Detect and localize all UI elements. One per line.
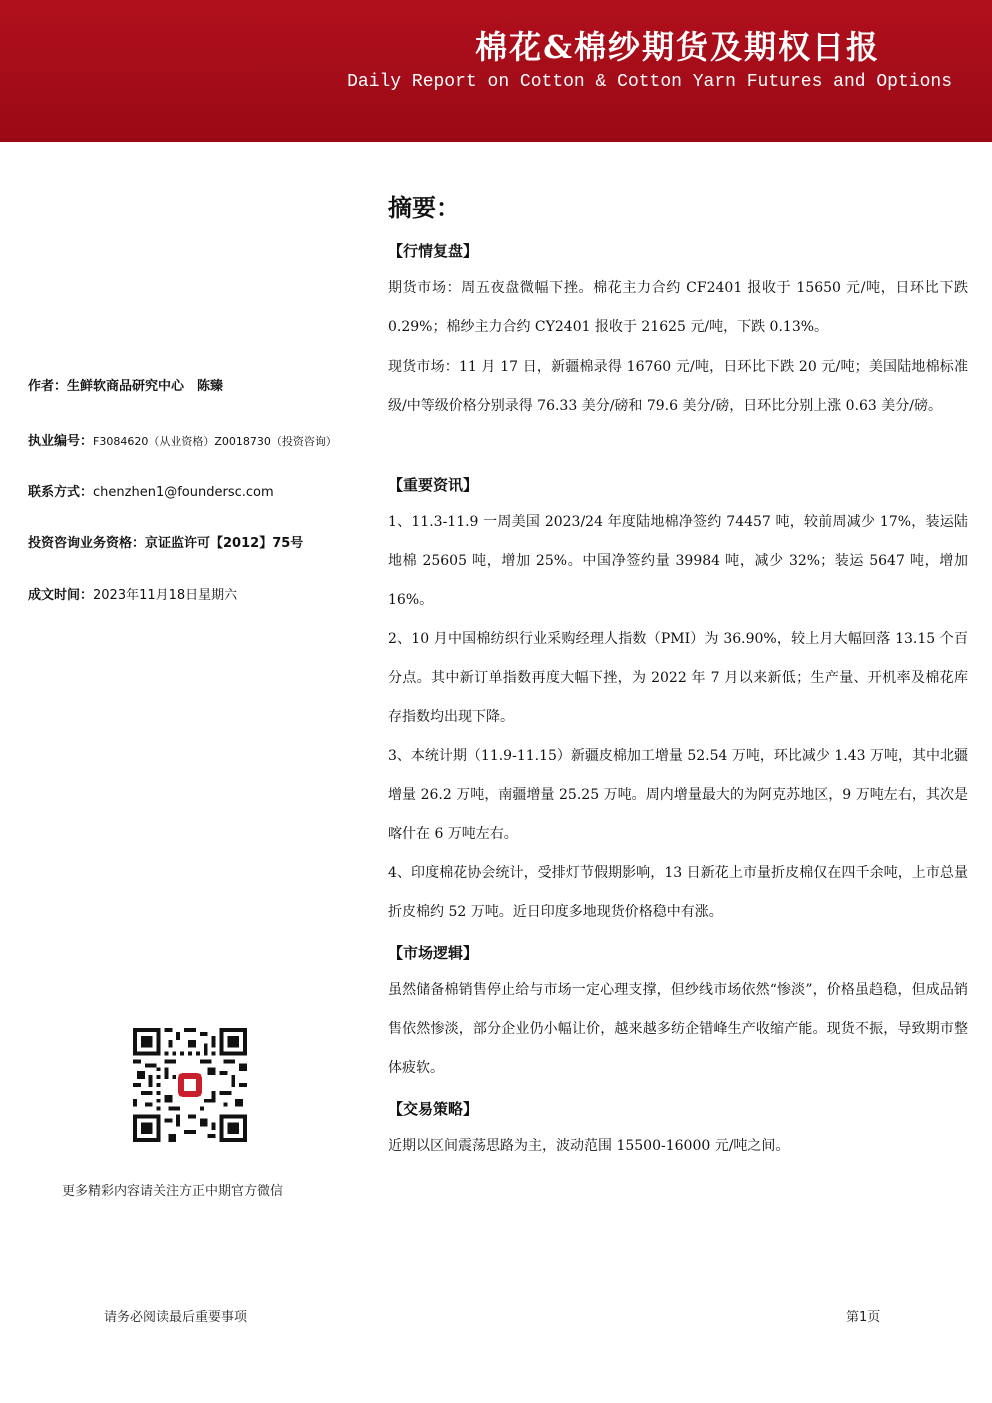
contact-label: 联系方式： [28,485,94,500]
paragraph-news-4: 4、印度棉花协会统计，受排灯节假期影响，13 日新花上市量折皮棉仅在四千余吨，上市总量折皮棉约 52 万吨。近日印度多地现货价格稳中有涨。 [388,865,968,920]
paragraph-news-2: 2、10 月中国棉纺织行业采购经理人指数（PMI）为 36.90%，较上月大幅回落 13.15 个百分点。其中新订单指数再度大幅下挫，为 2022 年 7 月以来新低；生产量、开机率及棉花库存指数均出现下降。 [388,631,968,725]
summary-title: 摘要： [388,193,460,222]
footer-notice: 请务必阅读最后重要事项 [104,1310,248,1325]
qualification-row [28,532,303,551]
qualification-value: 京证监许可【2012】75号 [145,536,304,551]
paragraph-market-logic: 虽然储备棉销售停止给与市场一定心理支撑，但纱线市场依然“惨淡”，价格虽趋稳，但成品销售依然惨淡，部分企业仍小幅让价，越来越多纺企错峰生产收缩产能。现货不振，导致期市整体疲软。 [388,982,968,1076]
date-label: 成文时间： [28,588,94,603]
qualification-label: 投资咨询业务资格： [28,536,146,551]
section-heading-market-review: 【行情复盘】 [388,242,479,260]
page-number: 第1页 [846,1310,881,1325]
paragraph-trading-strategy: 近期以区间震荡思路为主，波动范围 15500-16000 元/吨之间。 [388,1138,790,1154]
paragraph-futures-market: 期货市场：周五夜盘微幅下挫。棉花主力合约 CF2401 报收于 15650 元/吨，日环比下跌 0.29%；棉纱主力合约 CY2401 报收于 21625 元/吨，下跌 0.13%。 [388,280,968,335]
date-value: 2023年11月18日星期六 [93,588,238,603]
license-label: 执业编号： [28,434,94,449]
author-label: 作者： [28,379,68,394]
author-value: 生鲜软商品研究中心 陈臻 [67,379,224,394]
license-value: F3084620（从业资格）Z0018730（投资咨询） [93,435,337,448]
qr-code-icon [133,1028,247,1142]
section-heading-key-news: 【重要资讯】 [388,476,479,494]
report-subtitle-en: Daily Report on Cotton & Cotton Yarn Futures and Options [347,72,952,92]
author-row [28,375,223,394]
paragraph-spot-market: 现货市场：11 月 17 日，新疆棉录得 16760 元/吨，日环比下跌 20 元/吨；美国陆地棉标准级/中等级价格分别录得 76.33 美分/磅和 79.6 美分/磅，日环比分别上涨 0.63 美分/磅。 [388,359,968,414]
license-row [28,430,337,449]
header-banner [0,0,992,142]
contact-row [28,481,274,500]
date-row [28,584,237,603]
contact-email[interactable]: chenzhen1@foundersc.com [93,485,274,500]
paragraph-news-3: 3、本统计期（11.9-11.15）新疆皮棉加工增量 52.54 万吨，环比减少 1.43 万吨，其中北疆增量 26.2 万吨，南疆增量 25.25 万吨。周内增量最大的为阿克苏地区，9 万吨左右，其次是喀什在 6 万吨左右。 [388,748,968,842]
qr-caption: 更多精彩内容请关注方正中期官方微信 [62,1184,284,1199]
section-heading-market-logic: 【市场逻辑】 [388,944,479,962]
paragraph-news-1: 1、11.3-11.9 一周美国 2023/24 年度陆地棉净签约 74457 吨，较前周减少 17%，装运陆地棉 25605 吨，增加 25%。中国净签约量 39984 吨，减少 32%；装运 5647 吨，增加 16%。 [388,514,968,608]
report-title: 棉花&棉纱期货及期权日报 [475,28,880,66]
section-heading-trading-strategy: 【交易策略】 [388,1100,479,1118]
